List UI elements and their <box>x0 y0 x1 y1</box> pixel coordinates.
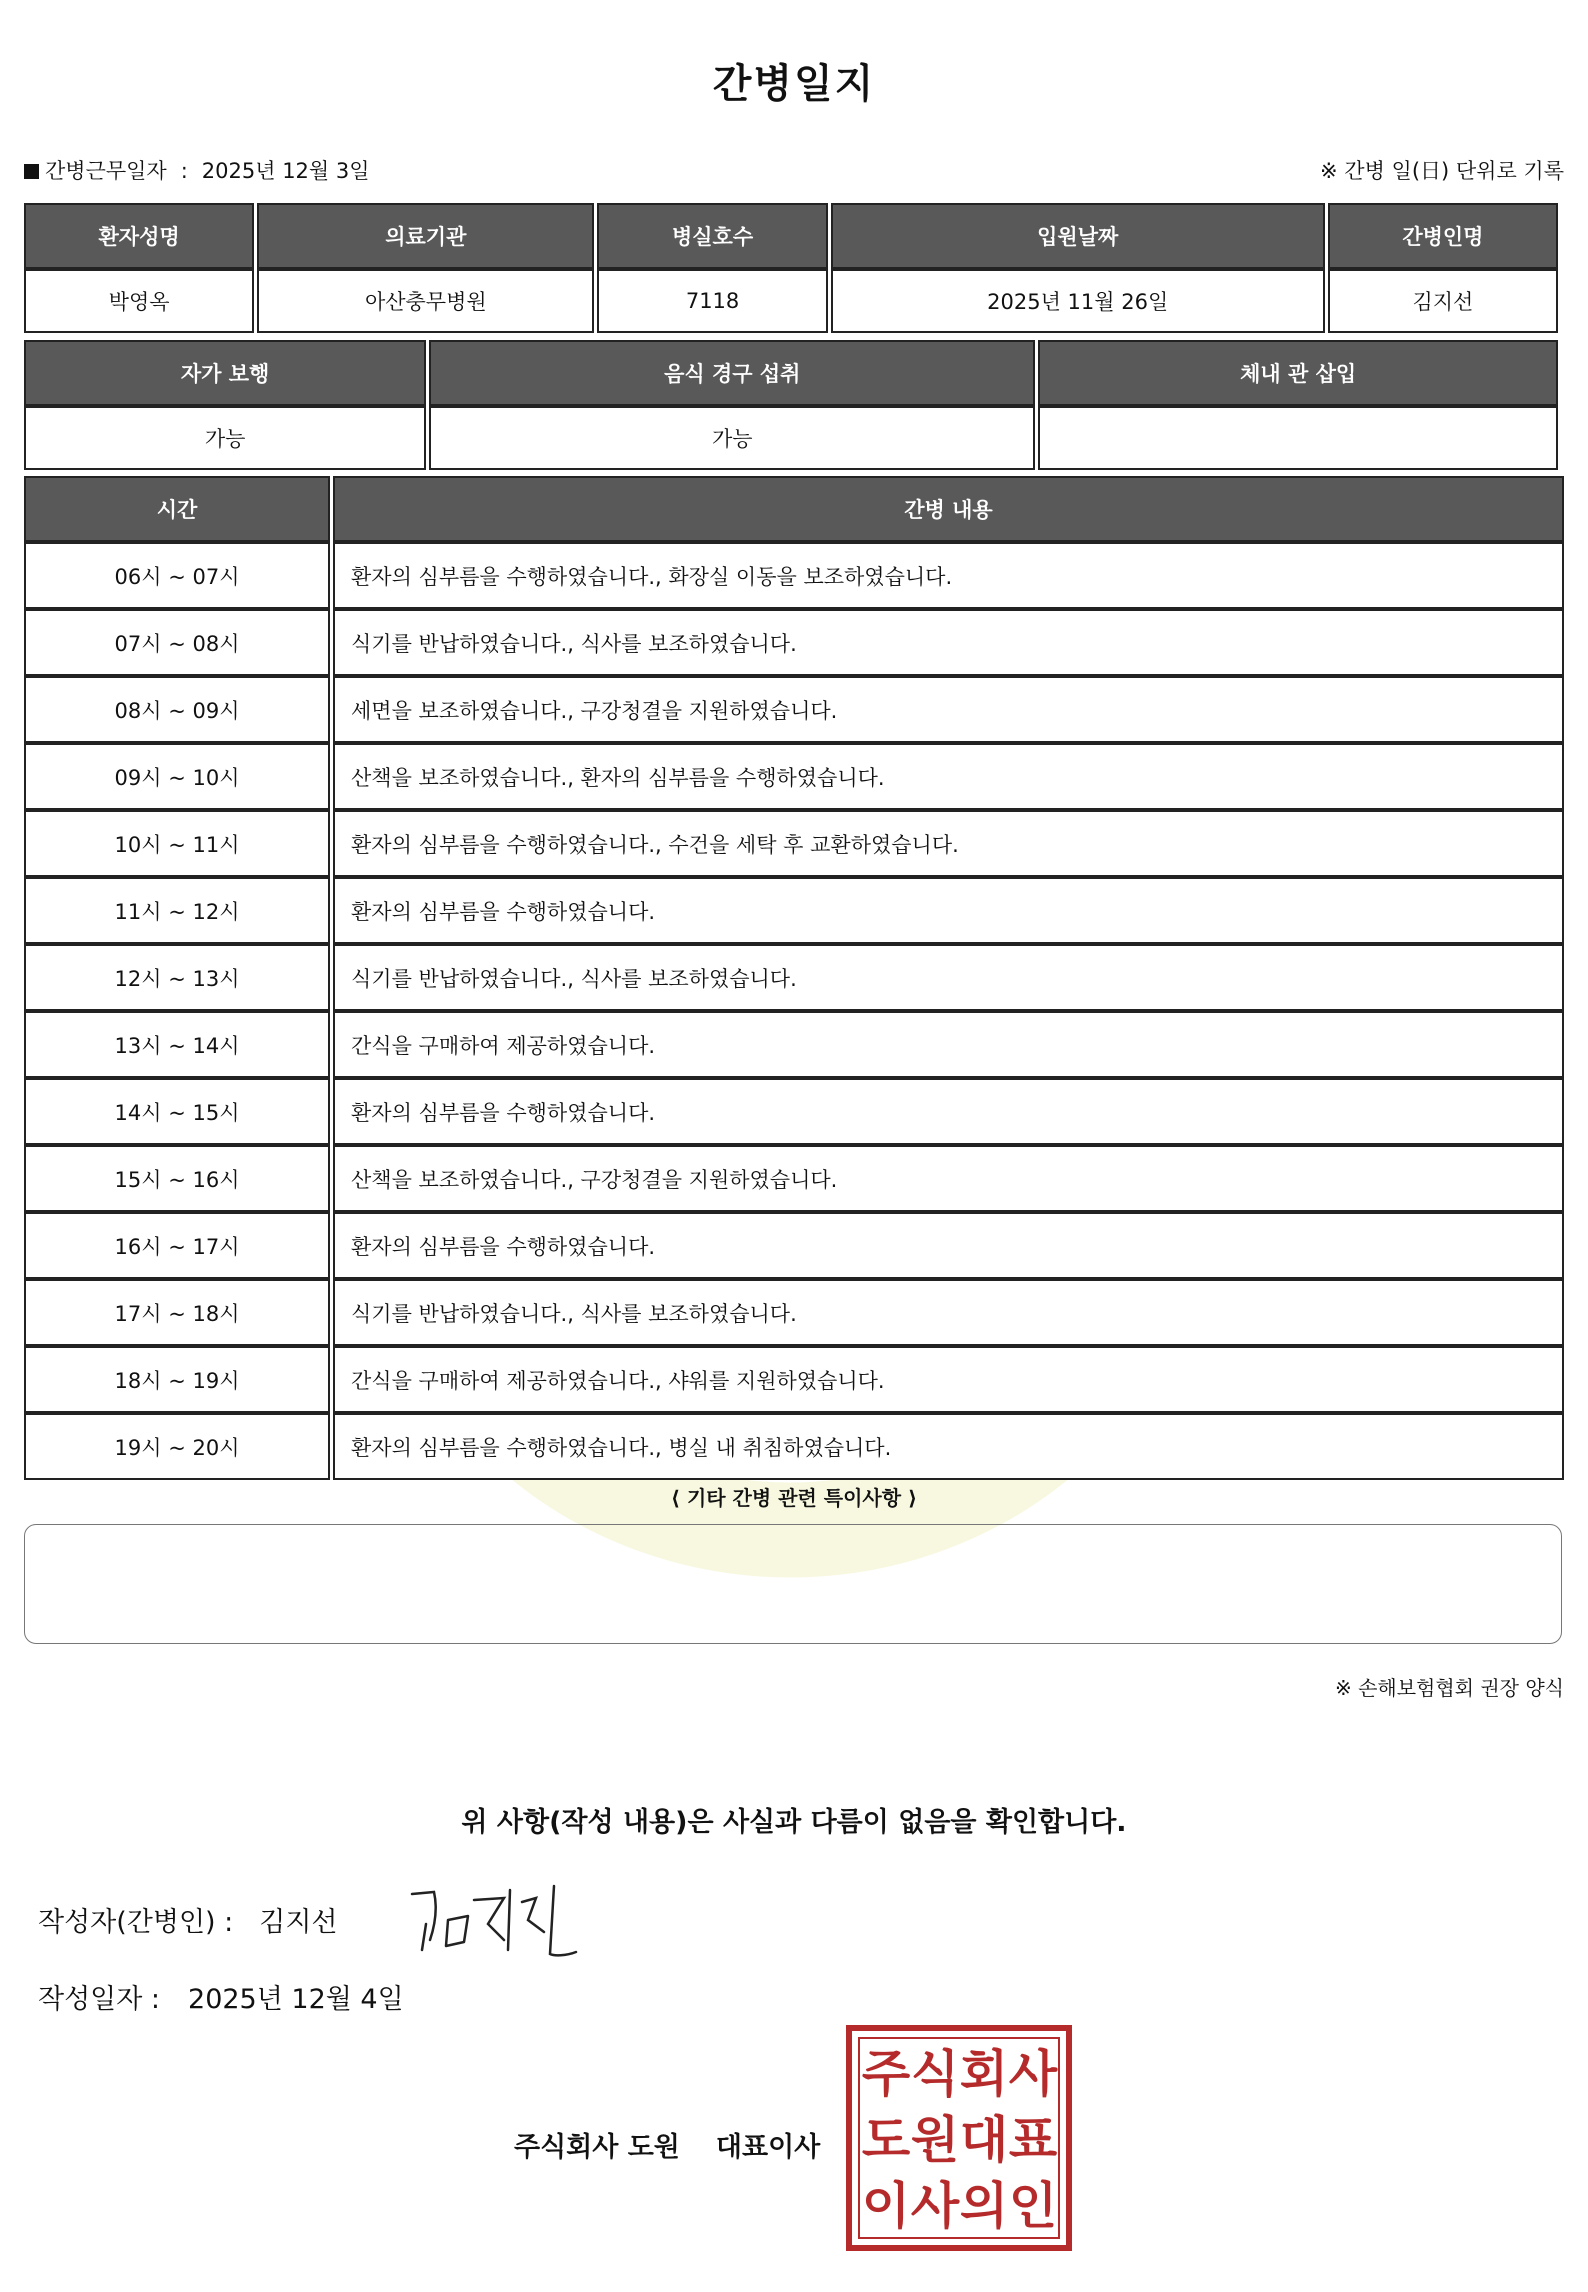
special-notes-label: ⟨ 기타 간병 관련 특이사항 ⟩ <box>670 1486 918 1510</box>
patient-status-table <box>21 340 1561 470</box>
care-log-body <box>24 542 1564 1480</box>
meta-row <box>24 155 1564 189</box>
care-log-table <box>21 476 1567 1480</box>
care-log-row <box>24 1078 1564 1145</box>
work-date-value: 2025년 12월 3일 <box>201 159 370 183</box>
recommended-form-note: ※ 손해보험협회 권장 양식 <box>1334 1676 1564 1700</box>
header-patient-name: 환자성명 <box>24 203 254 269</box>
header-tube-insertion: 체내 관 삽입 <box>1038 340 1558 406</box>
seal-character: 도 <box>861 2111 911 2169</box>
care-log-row <box>24 1346 1564 1413</box>
company-name: 주식회사 도원 <box>514 2132 680 2163</box>
log-content: 간식을 구매하여 제공하였습니다., 샤워를 지원하였습니다. <box>333 1346 1564 1413</box>
log-time: 06시 ~ 07시 <box>24 542 330 609</box>
log-content: 환자의 심부름을 수행하였습니다., 화장실 이동을 보조하였습니다. <box>333 542 1564 609</box>
care-log-row <box>24 1145 1564 1212</box>
header-oral-intake: 음식 경구 섭취 <box>429 340 1035 406</box>
log-content: 식기를 반납하였습니다., 식사를 보조하였습니다. <box>333 609 1564 676</box>
log-time: 10시 ~ 11시 <box>24 810 330 877</box>
work-date-label: 간병근무일자 <box>45 159 167 183</box>
log-time: 14시 ~ 15시 <box>24 1078 330 1145</box>
care-log-row <box>24 743 1564 810</box>
log-content: 세면을 보조하였습니다., 구강청결을 지원하였습니다. <box>333 676 1564 743</box>
log-time: 17시 ~ 18시 <box>24 1279 330 1346</box>
square-bullet-icon <box>24 164 39 179</box>
work-date-colon: : <box>180 159 188 183</box>
representative-title: 대표이사 <box>715 2132 821 2163</box>
log-content: 산책을 보조하였습니다., 환자의 심부름을 수행하였습니다. <box>333 743 1564 810</box>
log-content: 산책을 보조하였습니다., 구강청결을 지원하였습니다. <box>333 1145 1564 1212</box>
log-time: 13시 ~ 14시 <box>24 1011 330 1078</box>
care-log-row <box>24 542 1564 609</box>
write-date-line <box>38 1977 404 2016</box>
seal-character: 사 <box>910 2177 960 2235</box>
hospital-name: 아산충무병원 <box>257 269 594 333</box>
oral-intake-value: 가능 <box>429 406 1035 470</box>
patient-name: 박영옥 <box>24 269 254 333</box>
seal-character: 사 <box>1008 2045 1058 2103</box>
company-seal-stamp <box>846 2025 1072 2251</box>
log-content: 환자의 심부름을 수행하였습니다. <box>333 1212 1564 1279</box>
log-content: 환자의 심부름을 수행하였습니다. <box>333 1078 1564 1145</box>
tube-insertion-value <box>1038 406 1558 470</box>
log-time: 12시 ~ 13시 <box>24 944 330 1011</box>
log-time: 15시 ~ 16시 <box>24 1145 330 1212</box>
seal-character: 회 <box>959 2045 1009 2103</box>
work-date-info <box>24 155 370 185</box>
care-log-row <box>24 1279 1564 1346</box>
care-log-row <box>24 1212 1564 1279</box>
seal-character: 표 <box>1008 2111 1058 2169</box>
log-content: 간식을 구매하여 제공하였습니다. <box>333 1011 1564 1078</box>
log-content: 식기를 반납하였습니다., 식사를 보조하였습니다. <box>333 1279 1564 1346</box>
header-room: 병실호수 <box>597 203 827 269</box>
special-notes-box <box>24 1524 1562 1644</box>
write-date-label: 작성일자 : <box>38 1984 161 2015</box>
seal-character: 주 <box>861 2045 911 2103</box>
log-content: 환자의 심부름을 수행하였습니다. <box>333 877 1564 944</box>
log-content: 식기를 반납하였습니다., 식사를 보조하였습니다. <box>333 944 1564 1011</box>
care-log-row <box>24 676 1564 743</box>
caregiver-name: 김지선 <box>1328 269 1558 333</box>
write-date-value: 2025년 12월 4일 <box>188 1984 404 2015</box>
care-log-row <box>24 609 1564 676</box>
header-care-content: 간병 내용 <box>333 476 1564 542</box>
seal-character: 식 <box>910 2045 960 2103</box>
header-admission-date: 입원날짜 <box>831 203 1325 269</box>
writer-name: 김지선 <box>259 1907 338 1938</box>
seal-character: 인 <box>1008 2177 1058 2235</box>
log-time: 11시 ~ 12시 <box>24 877 330 944</box>
record-unit-note: ※ 간병 일(日) 단위로 기록 <box>1320 159 1564 183</box>
header-time: 시간 <box>24 476 330 542</box>
log-time: 19시 ~ 20시 <box>24 1413 330 1480</box>
log-time: 18시 ~ 19시 <box>24 1346 330 1413</box>
log-time: 09시 ~ 10시 <box>24 743 330 810</box>
patient-info-table <box>21 203 1561 333</box>
seal-character: 이 <box>861 2177 911 2235</box>
room-number: 7118 <box>597 269 827 333</box>
admission-date: 2025년 11월 26일 <box>831 269 1325 333</box>
log-time: 07시 ~ 08시 <box>24 609 330 676</box>
confirmation-statement: 위 사항(작성 내용)은 사실과 다름이 없음을 확인합니다. <box>461 1807 1127 1838</box>
seal-character: 의 <box>959 2177 1009 2235</box>
care-log-row <box>24 944 1564 1011</box>
care-log-row <box>24 810 1564 877</box>
self-walking-value: 가능 <box>24 406 426 470</box>
handwritten-signature <box>404 1880 584 1960</box>
writer-line <box>38 1900 338 1939</box>
header-hospital: 의료기관 <box>257 203 594 269</box>
seal-character: 대 <box>959 2111 1009 2169</box>
writer-label: 작성자(간병인) : <box>38 1907 234 1938</box>
log-time: 16시 ~ 17시 <box>24 1212 330 1279</box>
company-line <box>514 2125 820 2164</box>
care-log-row <box>24 1413 1564 1480</box>
care-log-row <box>24 1011 1564 1078</box>
care-log-row <box>24 877 1564 944</box>
log-time: 08시 ~ 09시 <box>24 676 330 743</box>
log-content: 환자의 심부름을 수행하였습니다., 병실 내 취침하였습니다. <box>333 1413 1564 1480</box>
header-caregiver-name: 간병인명 <box>1328 203 1558 269</box>
page-title: 간병일지 <box>712 61 876 107</box>
header-self-walking: 자가 보행 <box>24 340 426 406</box>
seal-character: 원 <box>910 2111 960 2169</box>
log-content: 환자의 심부름을 수행하였습니다., 수건을 세탁 후 교환하였습니다. <box>333 810 1564 877</box>
